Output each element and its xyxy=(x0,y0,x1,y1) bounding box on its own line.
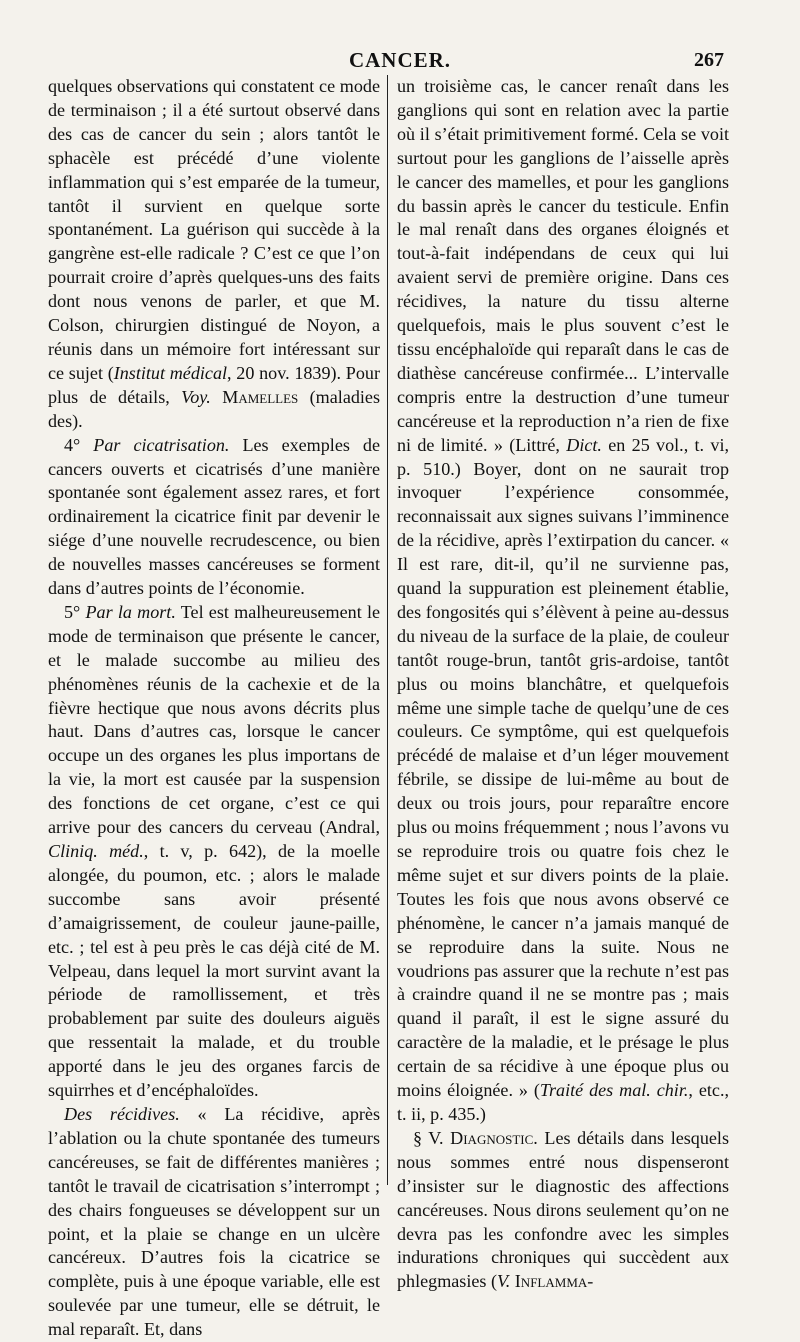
text-run: Institut médical xyxy=(113,362,228,383)
text-run xyxy=(211,387,222,407)
text-run: Tel est malheureusement le mode de terminaison que présente le cancer, et le malade succombe au milieu des phénomènes réunis de la cachexie et de la fièvre hectique que nous avons décrits plus haut. Dans d’autres cas, lorsque le cancer occupe un des organes les plus importans de la vie, la mort est causée par la suspension des fonctions de cet organe, c’est ce qui arrive pour des cancers du cerveau (Andral, xyxy=(48,601,380,838)
column-divider xyxy=(387,75,388,1185)
text-run: Voy. xyxy=(181,386,211,407)
running-head: CANCER. xyxy=(348,48,452,72)
text-run: Diagnostic. xyxy=(450,1127,538,1148)
text-run: Par cicatrisation. xyxy=(93,434,230,455)
text-run: Traité des mal. chir. xyxy=(539,1080,689,1101)
page-header xyxy=(0,46,800,74)
paragraph xyxy=(48,601,380,1103)
text-run: Des récidives. xyxy=(64,1103,180,1124)
text-run: un troisième cas, le cancer renaît dans les ganglions qui sont en relation avec la partie où il s’était primitivement formé. Cela se voit surtout pour les ganglions de l’aisselle après le cancer des mamelles, et pour les ganglions du bassin après le cancer du testicule. Enfin le mal renaît dans des organes éloignés et tout-à-fait indépendans de ceux qui lui avaient servi de première origine. Dans ces récidives, la nature du tissu alterne quelquefois, mais le plus souvent c’est le tissu encéphaloïde qui reparaît dans le cas de diathèse cancéreuse confirmée... L’intervalle compris entre la destruction d’une tumeur cancéreuse et la reproduction n’a rien de fixe ni de limité. » (Littré, xyxy=(397,76,729,455)
text-run: V. xyxy=(497,1271,511,1292)
text-run: Mamelles xyxy=(222,386,299,407)
text-run: Dict. xyxy=(566,434,602,455)
paragraph xyxy=(48,1103,380,1342)
text-run: « La récidive, après l’ablation ou la chute spontanée des tumeurs cancéreuses, se fait de différentes manières ; tantôt le travail de cicatrisation s’interrompt ; des chairs fongueuses se développent sur un point, et la plaie se change en un ulcère cancéreux. D’autres fois la cicatrice se complète, puis à une époque variable, elle est soulevée par une tumeur, elle se détruit, le mal reparaît. Et, dans xyxy=(48,1103,380,1340)
text-run: quelques observations qui constatent ce mode de terminaison ; il a été surtout observé dans des cas de cancer du sein ; alors tantôt le sphacèle est précédé d’une violente inflammation qui s’est emparée de la tumeur, tantôt il survient en quelque sorte spontanément. La guérison qui succède à la gangrène est-elle radicale ? C’est ce que l’on pourrait croire d’après quelques-uns des faits dont nous venons de parler, et que M. Colson, chirurgien distingué de Noyon, a réunis dans un mémoire fort intéressant sur ce sujet ( xyxy=(48,76,380,383)
right-column xyxy=(397,75,729,1292)
text-run: Inflamma- xyxy=(514,1271,594,1292)
text-run: 4° xyxy=(64,434,94,455)
text-run: 5° xyxy=(64,601,86,622)
text-run: Par la mort. xyxy=(85,601,176,622)
text-run: Les détails dans lesquels nous sommes entré nous dispenseront d’insister sur le diagnostic des affections cancéreuses. Nous dirons seulement qu’on ne devra pas les confondre avec les simples indurations chroniques qui succèdent aux phlegmasies ( xyxy=(397,1127,729,1292)
text-run: , t. v, p. 642), de la moelle alongée, du poumon, etc. ; alors le malade succombe sans avoir présenté d’amaigrissement, de couleur jaune-paille, etc. ; tel est à peu près le cas déjà cité de M. Velpeau, dans lequel la mort survint avant la période de ramollissement, et très probablement par suite des douleurs aiguës que ressentait la malade, et du trouble apporté dans le jeu des organes farcis de squirrhes et d’encéphaloïdes. xyxy=(48,841,380,1101)
paragraph xyxy=(397,75,729,1127)
text-run: Les exemples de cancers ouverts et cicatrisés d’une manière spontanée sont également assez rares, et fort ordinairement la cicatrice finit par devenir le siége d’une nouvelle recrudescence, ou bien de nouvelles masses cancéreuses se forment dans d’autres points de l’économie. xyxy=(48,434,380,599)
text-run: , etc., t. ii, p. 435.) xyxy=(397,1080,729,1124)
paragraph xyxy=(397,1127,729,1294)
text-run: en 25 vol., t. vi, p. 510.) Boyer, dont on ne saurait trop invoquer l’expérience consommée, reconnaissait aux signes suivans l’imminence de la récidive, après l’extirpation du cancer. « Il est rare, dit-il, qu’il ne survienne pas, quand la suppuration est pleinement établie, des fongosités qui s’élèvent à peine au-dessus du niveau de la surface de la plaie, de couleur tantôt rouge-brun, tantôt gris-ardoise, tantôt plus ou moins blanchâtre, et quelquefois même une simple tache de quelqu’une de ces couleurs. Ce symptôme, qui est quelquefois précédé de malaise et d’un léger mouvement fébrile, se dissipe de lui-même au bout de deux ou trois jours, pour reparaître encore plus ou moins fréquemment ; nous l’avons vu se reproduire trois ou quatre fois chez le même sujet et sur divers points de la plaie. Toutes les fois que nous avons observé ce phénomène, le cancer n’a jamais manqué de se reproduire dans la suite. Nous ne voudrions pas assurer que la rechute n’est pas à craindre quand il ne se montre pas ; mais quand il paraît, il est le signe assuré du caractère de la maladie, et le présage le plus certain de sa récidive à une époque plus ou moins éloignée. » ( xyxy=(397,434,729,1101)
text-run: (maladies des). xyxy=(48,386,380,431)
paragraph xyxy=(48,75,380,434)
text-run: Cliniq. méd. xyxy=(48,841,144,861)
paragraph xyxy=(48,434,380,601)
page-number: 267 xyxy=(694,49,724,71)
left-column xyxy=(48,75,380,1340)
text-run: , 20 nov. 1839). Pour plus de détails, xyxy=(48,362,380,407)
text-run: § V. xyxy=(413,1127,451,1148)
